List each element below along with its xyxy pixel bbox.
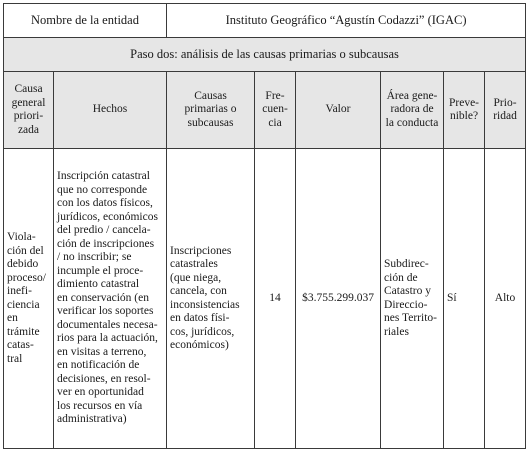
header-prevenible: Preve- nible? <box>444 72 485 149</box>
cell-prevenible: Sí <box>444 149 485 449</box>
header-hechos: Hechos <box>54 72 167 149</box>
step-title: Paso dos: análisis de las causas primarias o subcausas <box>4 38 526 72</box>
cell-prioridad: Alto <box>485 149 526 449</box>
header-row <box>4 72 526 149</box>
risk-analysis-table <box>3 3 526 449</box>
header-area: Área gene- radora de la conducta <box>381 72 444 149</box>
header-causas-primarias: Causas primarias o subcausas <box>167 72 255 149</box>
header-valor: Valor <box>296 72 381 149</box>
header-frecuencia: Fre- cuen- cia <box>255 72 296 149</box>
cell-hechos: Inscripción catastral que no corresponde con los datos físicos, jurídicos, económicos del predio / cancela- ción de inscripciones / no inscribir; se incumple el proce- dimiento catastral en conservación (en verificar los soportes documentales necesa- rios para la actuación, en visitas a terreno, en notificación de decisiones, en resol- ver en oportunidad los recursos en vía administrativa) <box>54 149 167 449</box>
header-prioridad: Prio- ridad <box>485 72 526 149</box>
cell-causa: Viola- ción del debido proceso/ inefi- ciencia en trámite catas- tral <box>4 149 54 449</box>
table-row <box>4 149 526 449</box>
cell-frecuencia: 14 <box>255 149 296 449</box>
entity-row <box>4 4 526 38</box>
cell-area: Subdirec- ción de Catastro y Direccio- nes Territo- riales <box>381 149 444 449</box>
entity-label: Nombre de la entidad <box>4 4 167 38</box>
entity-value: Instituto Geográfico “Agustín Codazzi” (IGAC) <box>167 4 526 38</box>
cell-valor: $3.755.299.037 <box>296 149 381 449</box>
step-row <box>4 38 526 72</box>
cell-causas-primarias: Inscripciones catastrales (que niega, cancela, con inconsistencias en datos físi- cos, jurídicos, económicos) <box>167 149 255 449</box>
header-causa: Causa general priori- zada <box>4 72 54 149</box>
